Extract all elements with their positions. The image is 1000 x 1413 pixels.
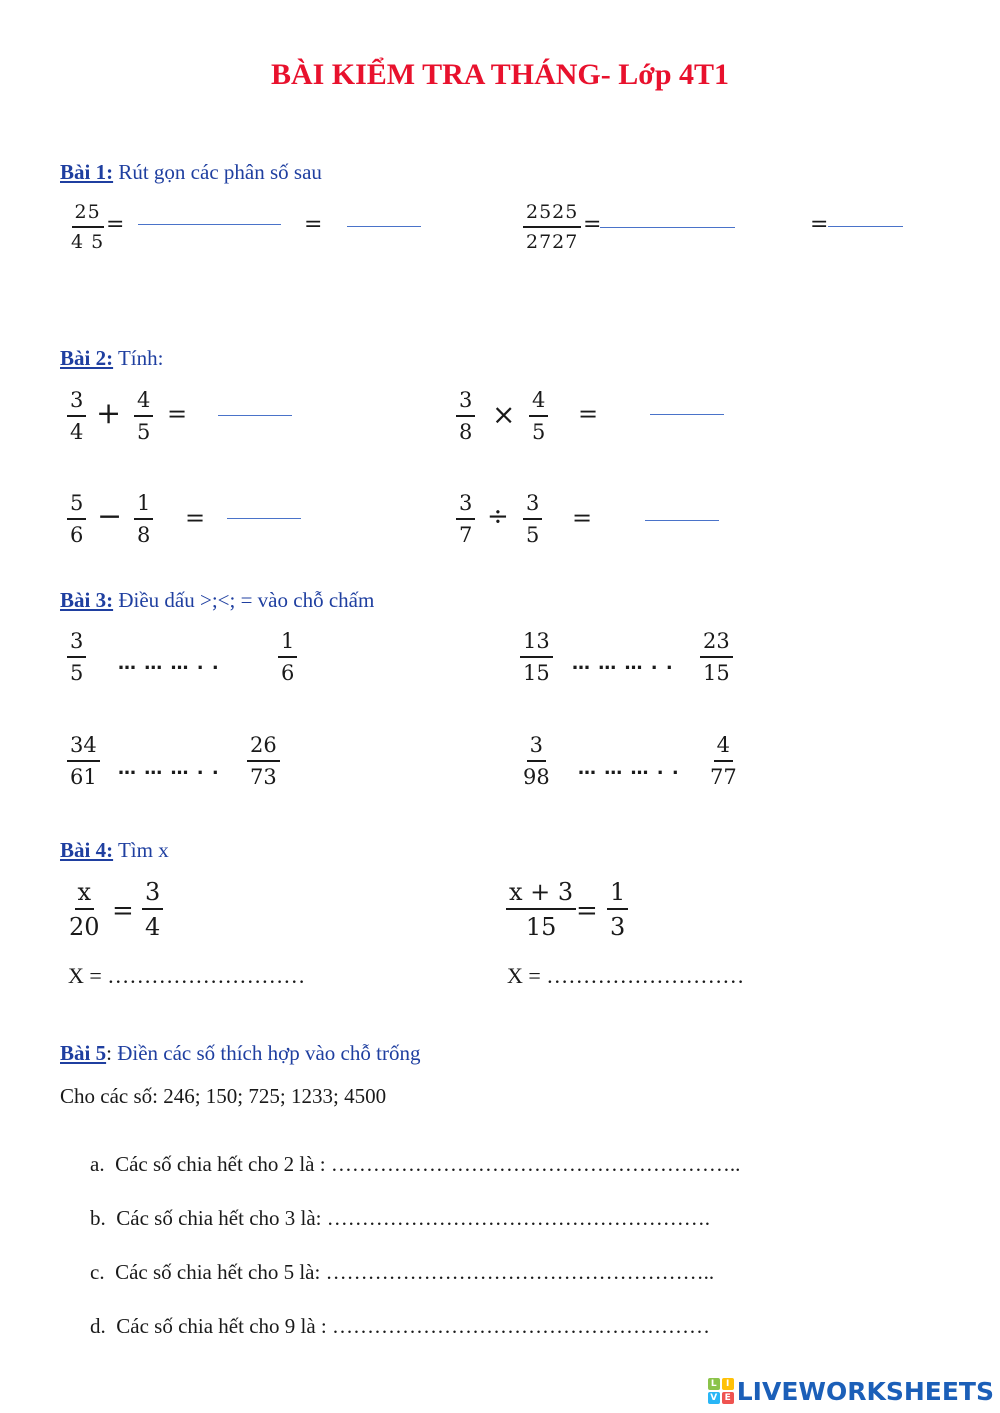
b4-e1-eq: =: [112, 896, 134, 926]
b2-p3-b-n: 1: [134, 493, 153, 520]
b3-c1-b-n: 1: [278, 631, 297, 658]
b5-item-a-marker: a.: [90, 1152, 105, 1176]
liveworksheets-logo-icon: [708, 1378, 734, 1404]
b1-f2-numerator: 2525: [523, 203, 581, 228]
b5-item-d-text: Các số chia hết cho 9 là : ………………………………………………: [116, 1314, 711, 1338]
b5-item-c-marker: c.: [90, 1260, 105, 1284]
b5-item-c[interactable]: [90, 1260, 714, 1285]
b1-eq-4: =: [810, 212, 829, 237]
b2-p1-eq: =: [167, 400, 188, 428]
b3-c2-a: [520, 631, 553, 684]
section-3-heading: [60, 588, 374, 613]
b5-item-b[interactable]: [90, 1206, 710, 1231]
b3-c1-a-n: 3: [67, 631, 86, 658]
section-3-text: Điều dấu >;<; = vào chỗ chấm: [113, 588, 375, 612]
b2-p1-b-n: 4: [134, 390, 153, 417]
b2-p1-a-d: 4: [70, 420, 84, 444]
b2-p2-a-n: 3: [456, 390, 475, 417]
b1-blank-2[interactable]: [347, 226, 421, 227]
b4-e2-b: [607, 880, 628, 939]
section-2-heading: [60, 346, 163, 371]
b5-item-d-marker: d.: [90, 1314, 106, 1338]
b2-p4-b: [523, 493, 542, 546]
page-title: BÀI KIỂM TRA THÁNG- Lớp 4T1: [270, 58, 730, 91]
logo-mark-e: E: [722, 1392, 734, 1404]
b2-p3-blank[interactable]: [227, 518, 301, 519]
b4-e2-a-d: 15: [525, 913, 557, 941]
b3-c4-b-n: 4: [714, 735, 733, 762]
b5-item-c-text: Các số chia hết cho 5 là: ………………………………………………..: [115, 1260, 715, 1284]
b3-c3-a-d: 61: [70, 765, 97, 789]
section-3-label: Bài 3:: [60, 588, 114, 612]
b3-c4-b-d: 77: [710, 765, 737, 789]
b1-blank-3[interactable]: [600, 227, 735, 228]
b3-c2-b: [700, 631, 733, 684]
section-2-text: Tính:: [113, 346, 164, 370]
liveworksheets-logo-text: LIVEWORKSHEETS: [736, 1376, 994, 1406]
b4-e2-b-d: 3: [610, 913, 626, 941]
b3-c2-a-n: 13: [520, 631, 553, 658]
b2-p3-a-n: 5: [67, 493, 86, 520]
b2-p3-eq: =: [185, 504, 206, 532]
b3-c4-a: [520, 735, 553, 788]
b1-fraction-2: [523, 203, 581, 252]
b2-p2-a-d: 8: [459, 420, 473, 444]
b1-eq-1: =: [106, 212, 125, 237]
b2-p1-a: [67, 390, 86, 443]
b4-e1-a-n: x: [75, 880, 95, 910]
b3-c3-b: [247, 735, 280, 788]
b2-p1-b-d: 5: [137, 420, 151, 444]
b2-p3-op: −: [97, 499, 123, 534]
b2-p3-a-d: 6: [70, 523, 84, 547]
b1-fraction-1: [68, 203, 107, 252]
b3-c2-b-d: 15: [703, 661, 730, 685]
b4-answer-2[interactable]: X = ………………………: [507, 963, 745, 988]
b2-p1-blank[interactable]: [218, 415, 292, 416]
b5-item-b-marker: b.: [90, 1206, 106, 1230]
b3-c3-a: [67, 735, 100, 788]
b4-answer-1[interactable]: X = ………………………: [68, 963, 306, 988]
b5-given-numbers: Cho các số: 246; 150; 725; 1233; 4500: [60, 1084, 387, 1108]
section-2-label: Bài 2:: [60, 346, 114, 370]
b5-item-d[interactable]: [90, 1314, 710, 1339]
b4-e1-a: [66, 880, 103, 939]
b4-e2-a: [506, 880, 576, 939]
section-4-label: Bài 4:: [60, 838, 114, 862]
b4-e1-b-d: 4: [145, 913, 161, 941]
b2-p4-blank[interactable]: [645, 520, 719, 521]
b4-e1-b-n: 3: [142, 880, 163, 910]
b1-f1-denominator: 4 5: [71, 231, 105, 253]
section-5-heading: [60, 1041, 420, 1066]
b2-p4-op: ÷: [487, 502, 509, 532]
b2-p3-b-d: 8: [137, 523, 151, 547]
section-5-label: Bài 5: [60, 1041, 107, 1065]
b3-c3-b-n: 26: [247, 735, 280, 762]
section-1-heading: [60, 160, 322, 185]
b2-p2-op: ×: [492, 398, 516, 431]
b4-e2-b-n: 1: [607, 880, 628, 910]
b3-c4-b: [707, 735, 740, 788]
b3-c4-a-d: 98: [523, 765, 550, 789]
b1-blank-1[interactable]: [138, 224, 281, 225]
b4-e1-a-d: 20: [69, 913, 100, 941]
b2-p1-b: [134, 390, 153, 443]
b3-c1-b-d: 6: [281, 661, 295, 685]
b2-p2-eq: =: [578, 400, 599, 428]
logo-mark-v: V: [708, 1392, 720, 1404]
logo-mark-i: I: [722, 1378, 734, 1390]
b5-item-b-text: Các số chia hết cho 3 là: ……………………………………………….: [116, 1206, 711, 1230]
section-5-text: Điền các số thích hợp vào chỗ trống: [111, 1041, 421, 1065]
section-1-text: Rút gọn các phân số sau: [113, 160, 322, 184]
b2-p4-eq: =: [572, 504, 593, 532]
b3-c3-b-d: 73: [250, 765, 277, 789]
b2-p2-blank[interactable]: [650, 414, 724, 415]
b5-item-a[interactable]: [90, 1152, 740, 1177]
b3-c1-a: [67, 631, 86, 684]
b1-eq-2: =: [304, 212, 323, 237]
b1-f2-denominator: 2727: [526, 231, 579, 253]
b4-e2-a-n: x + 3: [506, 880, 576, 910]
b1-f1-numerator: 25: [72, 203, 104, 228]
b2-p4-a: [456, 493, 475, 546]
b2-p3-b: [134, 493, 153, 546]
b4-e2-eq: =: [576, 896, 598, 926]
b3-c4-dots[interactable]: … … … . .: [578, 758, 680, 779]
b3-c3-a-n: 34: [67, 735, 100, 762]
liveworksheets-logo: [708, 1375, 994, 1407]
b2-p2-a: [456, 390, 475, 443]
b3-c2-dots[interactable]: … … … . .: [572, 653, 674, 674]
b1-blank-4[interactable]: [828, 226, 903, 227]
section-4-heading: [60, 838, 169, 863]
b2-p2-b-d: 5: [532, 420, 546, 444]
b2-p4-a-d: 7: [459, 523, 473, 547]
logo-mark-l: L: [708, 1378, 720, 1390]
b2-p4-a-n: 3: [456, 493, 475, 520]
b3-c4-a-n: 3: [527, 735, 546, 762]
section-4-text: Tìm x: [113, 838, 169, 862]
b3-c2-a-d: 15: [523, 661, 550, 685]
section-5-colon: :: [106, 1041, 112, 1065]
b5-item-a-text: Các số chia hết cho 2 là : …………………………………………………..: [115, 1152, 741, 1176]
b2-p1-a-n: 3: [67, 390, 86, 417]
section-1-label: Bài 1:: [60, 160, 114, 184]
b2-p1-op: +: [96, 396, 122, 431]
b3-c2-b-n: 23: [700, 631, 733, 658]
b3-c3-dots[interactable]: … … … . .: [118, 758, 220, 779]
b3-c1-dots[interactable]: … … … . .: [118, 653, 220, 674]
b2-p3-a: [67, 493, 86, 546]
b2-p2-b: [529, 390, 548, 443]
b2-p2-b-n: 4: [529, 390, 548, 417]
b3-c1-a-d: 5: [70, 661, 84, 685]
b2-p4-b-n: 3: [523, 493, 542, 520]
b4-e1-b: [142, 880, 163, 939]
b2-p4-b-d: 5: [526, 523, 540, 547]
b1-eq-3: =: [583, 212, 602, 237]
b3-c1-b: [278, 631, 297, 684]
